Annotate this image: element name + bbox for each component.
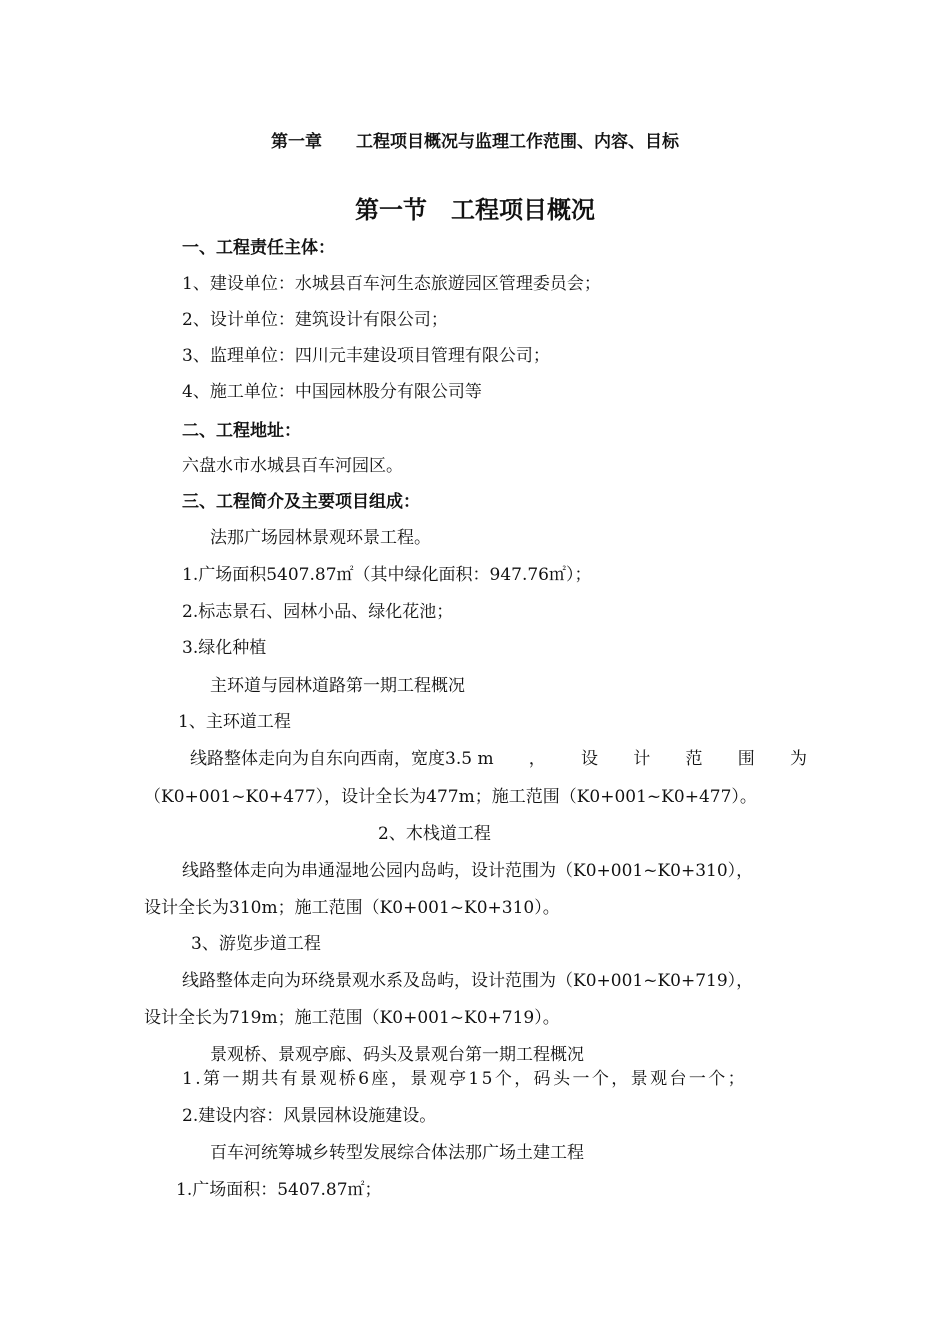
heading-responsible-parties: 一、工程责任主体： xyxy=(182,238,335,258)
chapter-title: 第一章 工程项目概况与监理工作范围、内容、目标 xyxy=(271,132,679,152)
text-segment: 线路整体走向为自东向西南，宽度3.5 m xyxy=(190,749,494,769)
list-item: 1.广场面积：5407.87㎡； xyxy=(176,1180,382,1200)
main-ring-road-title: 1、主环道工程 xyxy=(178,712,291,732)
list-item: 3、监理单位：四川元丰建设项目管理有限公司； xyxy=(182,346,550,366)
list-item: 2、设计单位：建筑设计有限公司； xyxy=(182,310,448,330)
text-segment: 为 xyxy=(789,749,807,769)
boardwalk-title: 2、木栈道工程 xyxy=(378,824,491,844)
text-segment: ， xyxy=(528,749,546,769)
boardwalk-line-2: 设计全长为310m；施工范围（K0+001~K0+310）。 xyxy=(144,898,560,918)
main-ring-road-line-1 xyxy=(190,748,807,770)
section-title: 第一节 工程项目概况 xyxy=(355,196,595,224)
fana-landscape-title: 法那广场园林景观环景工程。 xyxy=(210,528,431,548)
text-segment: 计 xyxy=(633,749,651,769)
heading-project-overview: 三、工程简介及主要项目组成： xyxy=(182,492,420,512)
list-item: 3.绿化种植 xyxy=(182,638,267,658)
heading-project-address: 二、工程地址： xyxy=(182,421,301,441)
list-item: 4、施工单位：中国园林股分有限公司等 xyxy=(182,382,482,402)
bridge-phase-title: 景观桥、景观亭廊、码头及景观台第一期工程概况 xyxy=(210,1045,584,1065)
walkway-line-2: 设计全长为719m；施工范围（K0+001~K0+719）。 xyxy=(144,1008,560,1028)
text-segment: 范 xyxy=(685,749,703,769)
text-segment: 围 xyxy=(737,749,755,769)
main-ring-road-line-2: （K0+001~K0+477），设计全长为477m；施工范围（K0+001~K0+477）。 xyxy=(144,787,757,807)
list-item: 2.标志景石、园林小品、绿化花池； xyxy=(182,602,454,622)
list-item: 2.建设内容：风景园林设施建设。 xyxy=(182,1106,437,1126)
text-segment: 设 xyxy=(581,749,599,769)
list-item: 1.第一期共有景观桥6座，景观亭15个，码头一个，景观台一个； xyxy=(182,1069,748,1089)
list-item: 1.广场面积5407.87㎡（其中绿化面积：947.76㎡）； xyxy=(182,565,592,585)
walkway-title: 3、游览步道工程 xyxy=(191,934,321,954)
walkway-line-1: 线路整体走向为环绕景观水系及岛屿，设计范围为（K0+001~K0+719）， xyxy=(182,971,754,991)
boardwalk-line-1: 线路整体走向为串通湿地公园内岛屿，设计范围为（K0+001~K0+310）， xyxy=(182,861,754,881)
list-item: 1、建设单位：水城县百车河生态旅遊园区管理委员会； xyxy=(182,274,601,294)
civil-works-title: 百车河统筹城乡转型发展综合体法那广场土建工程 xyxy=(210,1143,584,1163)
road-phase-title: 主环道与园林道路第一期工程概况 xyxy=(210,676,465,696)
address-text: 六盘水市水城县百车河园区。 xyxy=(182,456,403,476)
